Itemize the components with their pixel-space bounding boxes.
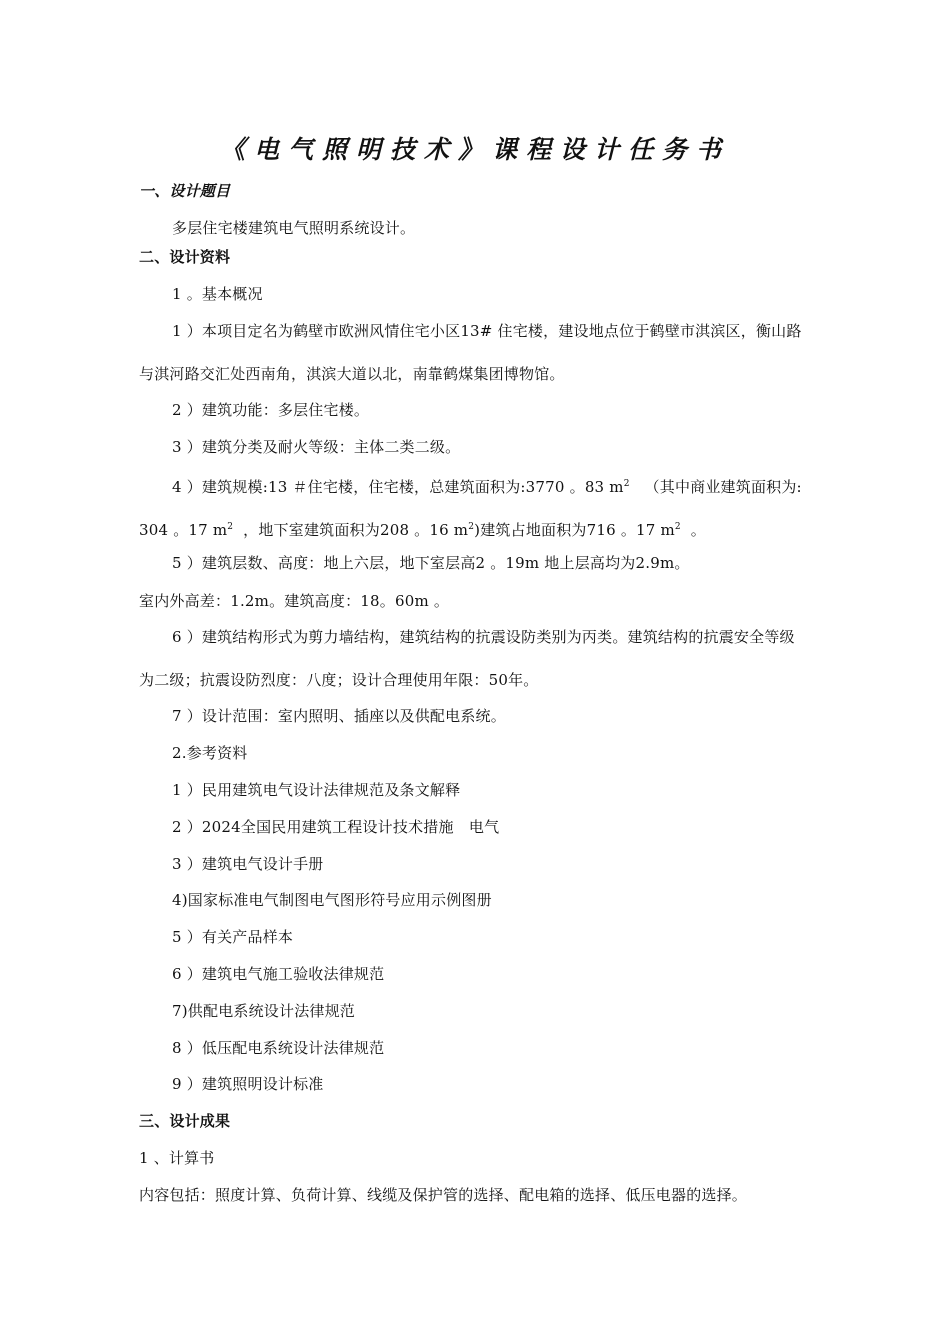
section-heading-design-topic: 一、设计题目	[139, 182, 231, 200]
section-heading-design-materials: 二、设计资料	[139, 248, 231, 266]
item-1-line-2: 与淇河路交汇处西南角，淇滨大道以北，南靠鹤煤集团博物馆。	[139, 365, 565, 383]
item-6-line-1: 6 ）建筑结构形式为剪力墙结构，建筑结构的抗震设防类别为丙类。建筑结构的抗震安全等级	[172, 628, 795, 646]
superscript-2: 2	[227, 522, 234, 532]
subheading-calculation-book: 1 、计算书	[139, 1149, 215, 1167]
item-4-line-2-a: 304 。17 m	[139, 521, 228, 539]
reference-5: 5 ）有关产品样本	[172, 928, 294, 946]
subheading-basic-overview: 1 。基本概况	[172, 285, 263, 303]
item-4-line-1-text: 4 ）建筑规模:13 ＃住宅楼，住宅楼，总建筑面积为:3770 。83 m	[172, 478, 624, 496]
item-6-line-2: 为二级；抗震设防烈度：八度；设计合理使用年限：50年。	[139, 671, 539, 689]
item-5-line-1: 5 ）建筑层数、高度：地上六层，地下室层高2 。19m 地上层高均为2.9m。	[172, 554, 690, 572]
item-4-line-1	[172, 474, 802, 497]
item-7: 7 ）设计范围：室内照明、插座以及供配电系统。	[172, 707, 506, 725]
item-2: 2 ）建筑功能：多层住宅楼。	[172, 401, 370, 419]
reference-2: 2 ）2024全国民用建筑工程设计技术措施 电气	[172, 818, 500, 836]
superscript-2: 2	[623, 479, 630, 489]
reference-4: 4)国家标准电气制图电气图形符号应用示例图册	[172, 891, 492, 909]
section-heading-design-results: 三、设计成果	[139, 1112, 231, 1130]
subheading-references: 2.参考资料	[172, 744, 248, 762]
item-4-line-1-tail: （其中商业建筑面积为:	[644, 478, 802, 496]
reference-3: 3 ）建筑电气设计手册	[172, 855, 324, 873]
item-4-line-2-b: ，地下室建筑面积为208 。16 m	[243, 521, 469, 539]
superscript-2: 2	[468, 522, 475, 532]
calculation-content: 内容包括：照度计算、负荷计算、线缆及保护管的选择、配电箱的选择、低压电器的选择。	[139, 1186, 748, 1204]
item-3: 3 ）建筑分类及耐火等级：主体二类二级。	[172, 438, 461, 456]
reference-8: 8 ）低压配电系统设计法律规范	[172, 1039, 385, 1057]
reference-6: 6 ）建筑电气施工验收法律规范	[172, 965, 385, 983]
reference-1: 1 ）民用建筑电气设计法律规范及条文解释	[172, 781, 461, 799]
item-4-line-2-d: 。	[690, 521, 706, 539]
item-1-line-1: 1 ）本项目定名为鹤壁市欧洲风情住宅小区13# 住宅楼，建设地点位于鹤壁市淇滨区，衡山路	[172, 322, 802, 340]
design-topic-text: 多层住宅楼建筑电气照明系统设计。	[172, 219, 416, 237]
reference-7: 7)供配电系统设计法律规范	[172, 1002, 355, 1020]
page-title: 《电气照明技术》课程设计任务书	[219, 135, 730, 164]
reference-9: 9 ）建筑照明设计标准	[172, 1075, 324, 1093]
superscript-2: 2	[674, 522, 681, 532]
item-4-line-2-c: )建筑占地面积为716 。17 m	[474, 521, 675, 539]
item-5-line-2: 室内外高差：1.2m。建筑高度：18。60m 。	[139, 592, 450, 610]
item-4-line-2	[139, 517, 706, 540]
